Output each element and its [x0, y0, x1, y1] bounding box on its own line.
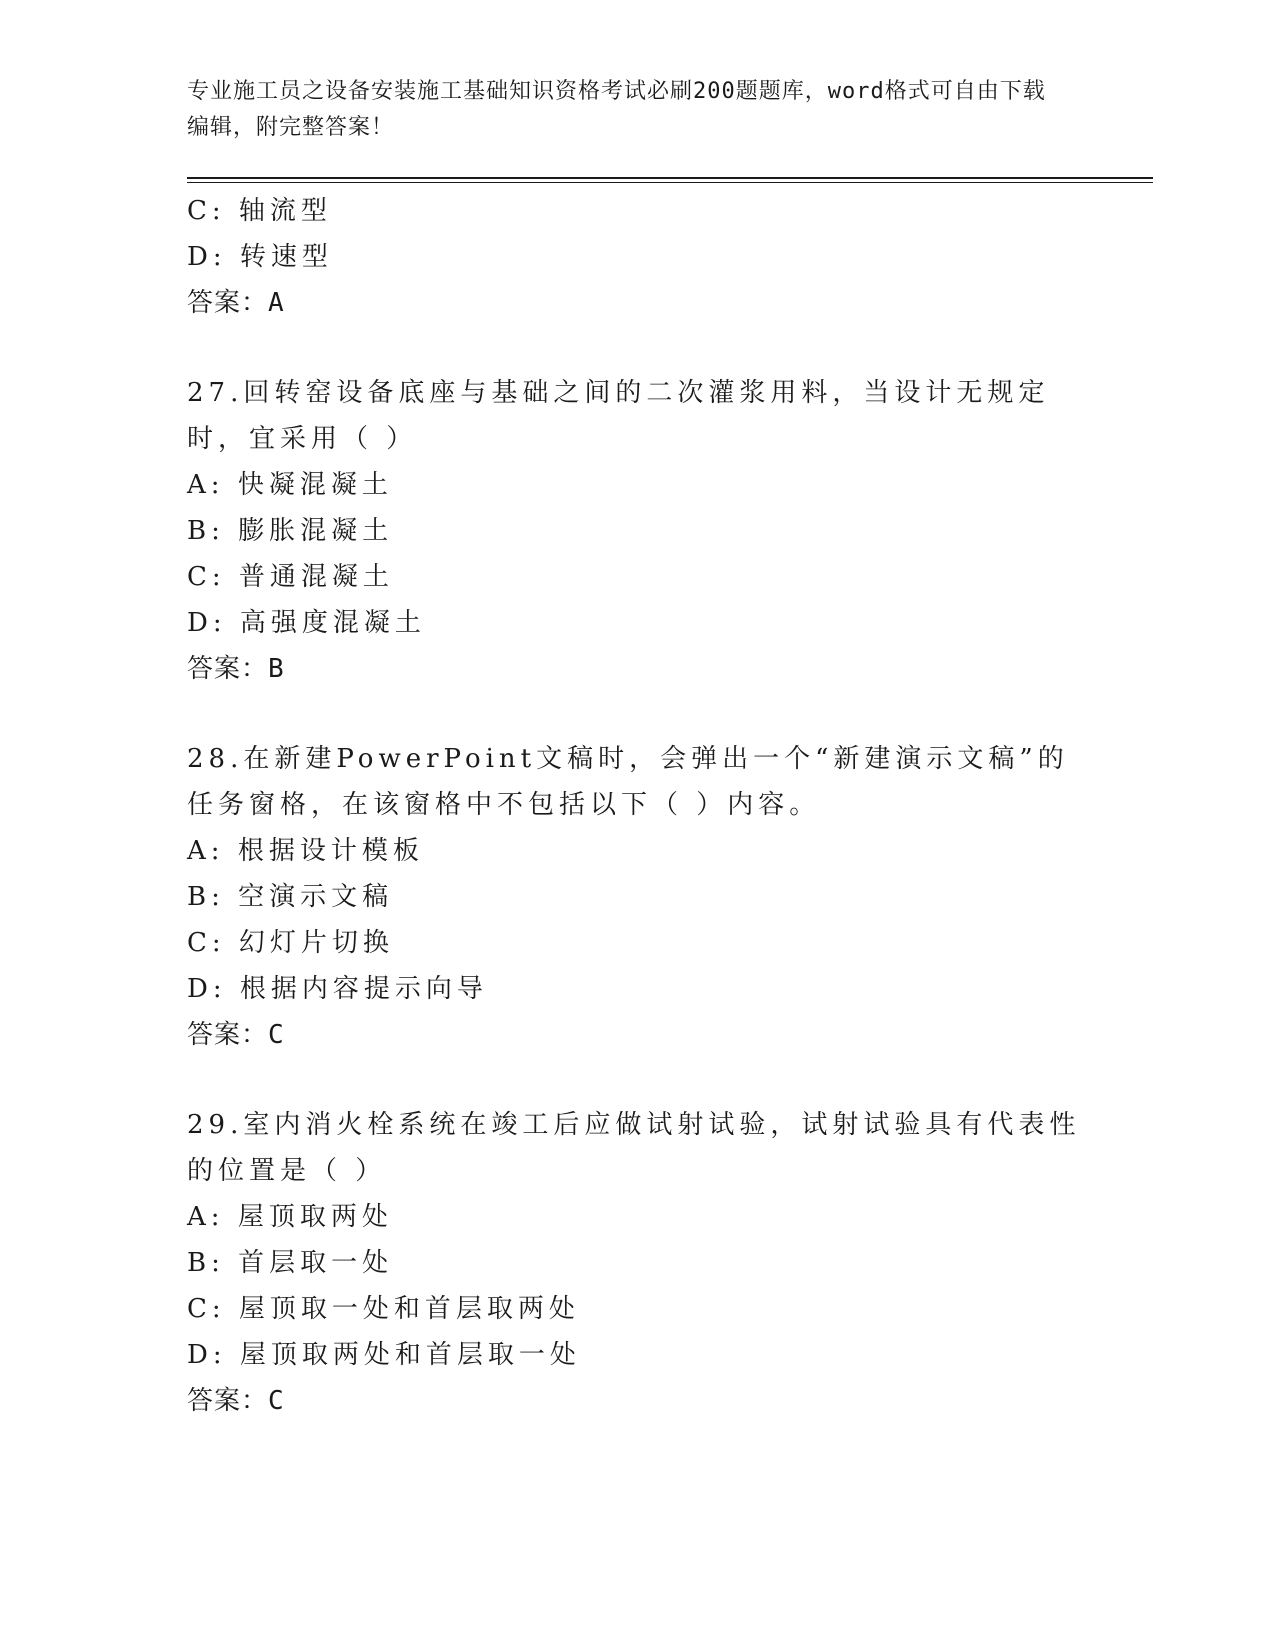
answer-value: B — [268, 654, 285, 684]
option-b — [187, 508, 1087, 554]
answer-label: 答案： — [187, 288, 269, 318]
option-c — [187, 1286, 1087, 1332]
option-text: 转速型 — [239, 242, 333, 272]
question-text: 29.室内消火栓系统在竣工后应做试射试验，试射试验具有代表性的位置是（ ） — [187, 1110, 1081, 1186]
option-text: 屋顶取一处和首层取两处 — [238, 1294, 580, 1324]
option-letter: B: — [187, 882, 225, 912]
option-letter: A: — [187, 470, 225, 500]
option-letter: C: — [187, 562, 226, 592]
option-text: 膨胀混凝土 — [238, 516, 394, 546]
header-divider-thin — [187, 182, 1153, 183]
option-b — [187, 874, 1087, 920]
option-letter: C: — [187, 1294, 226, 1324]
option-letter: C: — [187, 196, 226, 226]
option-text: 高强度混凝土 — [239, 608, 426, 638]
answer-value: C — [268, 1020, 285, 1050]
option-d — [187, 600, 1087, 646]
option-text: 屋顶取两处和首层取一处 — [239, 1340, 581, 1370]
question-28 — [187, 736, 1087, 1058]
option-letter: D: — [187, 242, 227, 272]
answer-label: 答案： — [187, 1386, 269, 1416]
answer-label: 答案： — [187, 654, 269, 684]
question-27 — [187, 370, 1087, 692]
option-text: 屋顶取两处 — [237, 1202, 393, 1232]
partial-question — [187, 188, 1087, 326]
option-c — [187, 188, 1087, 234]
option-text: 轴流型 — [238, 196, 332, 226]
option-letter: D: — [187, 608, 227, 638]
document-header: 专业施工员之设备安装施工基础知识资格考试必刷200题题库，word格式可自由下载编辑，附完整答案！ — [187, 79, 1046, 140]
option-text: 幻灯片切换 — [238, 928, 394, 958]
option-text: 快凝混凝土 — [237, 470, 393, 500]
option-d — [187, 1332, 1087, 1378]
option-letter: D: — [187, 1340, 227, 1370]
answer-label: 答案： — [187, 1020, 269, 1050]
answer-value: C — [268, 1386, 285, 1416]
option-b — [187, 1240, 1087, 1286]
option-letter: B: — [187, 516, 225, 546]
option-a — [187, 1194, 1087, 1240]
header-divider-thick — [187, 177, 1153, 179]
question-text: 28.在新建PowerPoint文稿时，会弹出一个“新建演示文稿”的任务窗格，在该窗格中不包括以下（ ）内容。 — [187, 744, 1069, 820]
option-text: 首层取一处 — [238, 1248, 394, 1278]
option-d — [187, 966, 1087, 1012]
option-d — [187, 234, 1087, 280]
option-a — [187, 828, 1087, 874]
answer-line — [187, 1378, 1087, 1424]
question-text: 27.回转窑设备底座与基础之间的二次灌浆用料，当设计无规定时，宜采用（ ） — [187, 378, 1050, 454]
answer-line — [187, 1012, 1087, 1058]
option-letter: B: — [187, 1248, 225, 1278]
option-text: 空演示文稿 — [238, 882, 394, 912]
option-text: 根据设计模板 — [237, 836, 424, 866]
option-letter: D: — [187, 974, 227, 1004]
option-text: 普通混凝土 — [238, 562, 394, 592]
option-a — [187, 462, 1087, 508]
answer-line — [187, 280, 1087, 326]
option-letter: A: — [187, 836, 225, 866]
option-c — [187, 920, 1087, 966]
option-c — [187, 554, 1087, 600]
option-text: 根据内容提示向导 — [239, 974, 488, 1004]
answer-line — [187, 646, 1087, 692]
question-29 — [187, 1102, 1087, 1424]
option-letter: C: — [187, 928, 226, 958]
option-letter: A: — [187, 1202, 225, 1232]
document-body — [187, 188, 1087, 1424]
answer-value: A — [268, 288, 285, 318]
